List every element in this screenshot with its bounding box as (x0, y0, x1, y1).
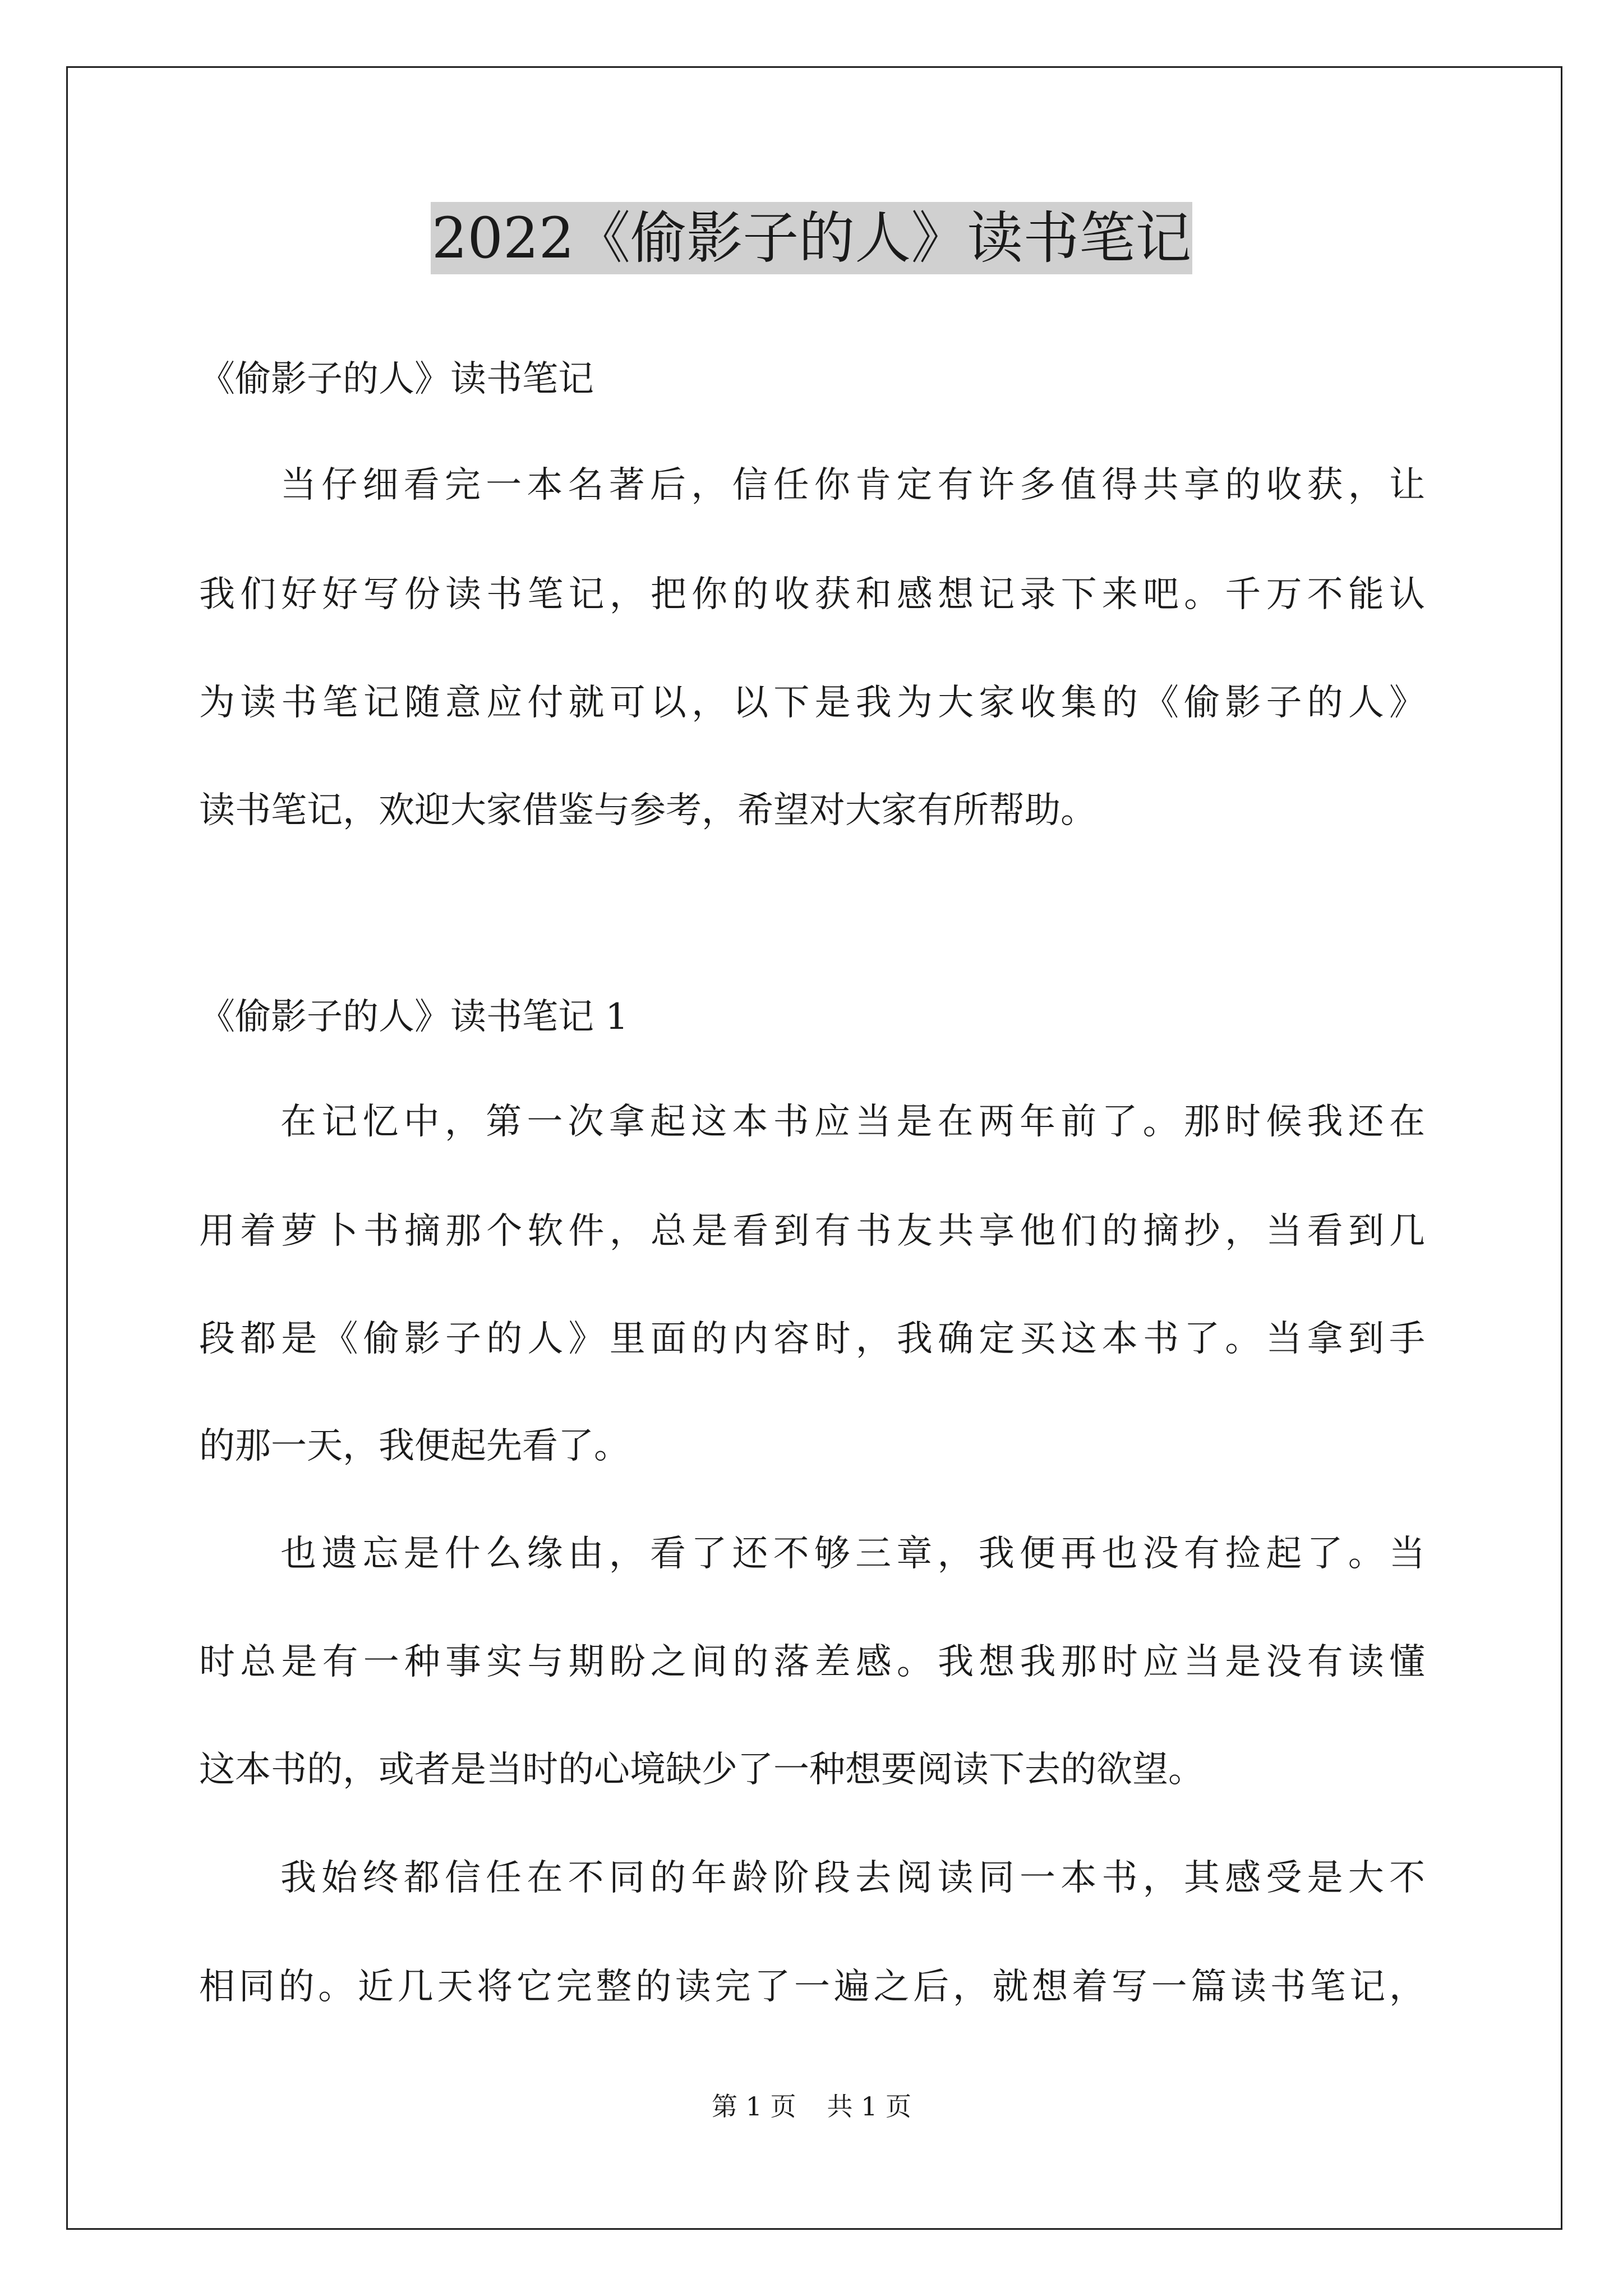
page-footer (0, 2090, 1623, 2123)
paragraph-line: 的那一天，我便起先看了。 (199, 1425, 630, 1467)
intro-line: 我们好好写份读书笔记，把你的收获和感想记录下来吧。千万不能认 (199, 574, 1425, 615)
paragraph-line: 时总是有一种事实与期盼之间的落差感。我想我那时应当是没有读懂 (199, 1641, 1425, 1683)
intro-line: 当仔细看完一本名著后，信任你肯定有许多值得共享的收获，让 (280, 464, 1425, 506)
section-heading: 《偷影子的人》读书笔记 1 (199, 996, 629, 1038)
intro-line: 为读书笔记随意应付就可以，以下是我为大家收集的《偷影子的人》 (199, 682, 1425, 724)
page-total: 共 1 页 (827, 2091, 912, 2122)
paragraph-line: 在记忆中，第一次拿起这本书应当是在两年前了。那时候我还在 (280, 1101, 1425, 1143)
paragraph-line: 用着萝卜书摘那个软件，总是看到有书友共享他们的摘抄，当看到几 (199, 1211, 1425, 1252)
intro-heading: 《偷影子的人》读书笔记 (199, 358, 594, 400)
page-number: 第 1 页 (711, 2091, 796, 2122)
paragraph-line: 我始终都信任在不同的年龄阶段去阅读同一本书，其感受是大不 (280, 1857, 1425, 1899)
intro-line: 读书笔记，欢迎大家借鉴与参考，希望对大家有所帮助。 (199, 790, 1096, 831)
paragraph-line: 这本书的，或者是当时的心境缺少了一种想要阅读下去的欲望。 (199, 1749, 1204, 1791)
paragraph-line: 段都是《偷影子的人》里面的内容时，我确定买这本书了。当拿到手 (199, 1318, 1425, 1360)
document-title (0, 196, 1623, 280)
paragraph-line: 也遗忘是什么缘由，看了还不够三章，我便再也没有捡起了。当 (280, 1533, 1425, 1575)
paragraph-line: 相同的。近几天将它完整的读完了一遍之后，就想着写一篇读书笔记， (199, 1966, 1425, 2008)
document-title-text: 2022《偷影子的人》读书笔记 (431, 202, 1193, 274)
